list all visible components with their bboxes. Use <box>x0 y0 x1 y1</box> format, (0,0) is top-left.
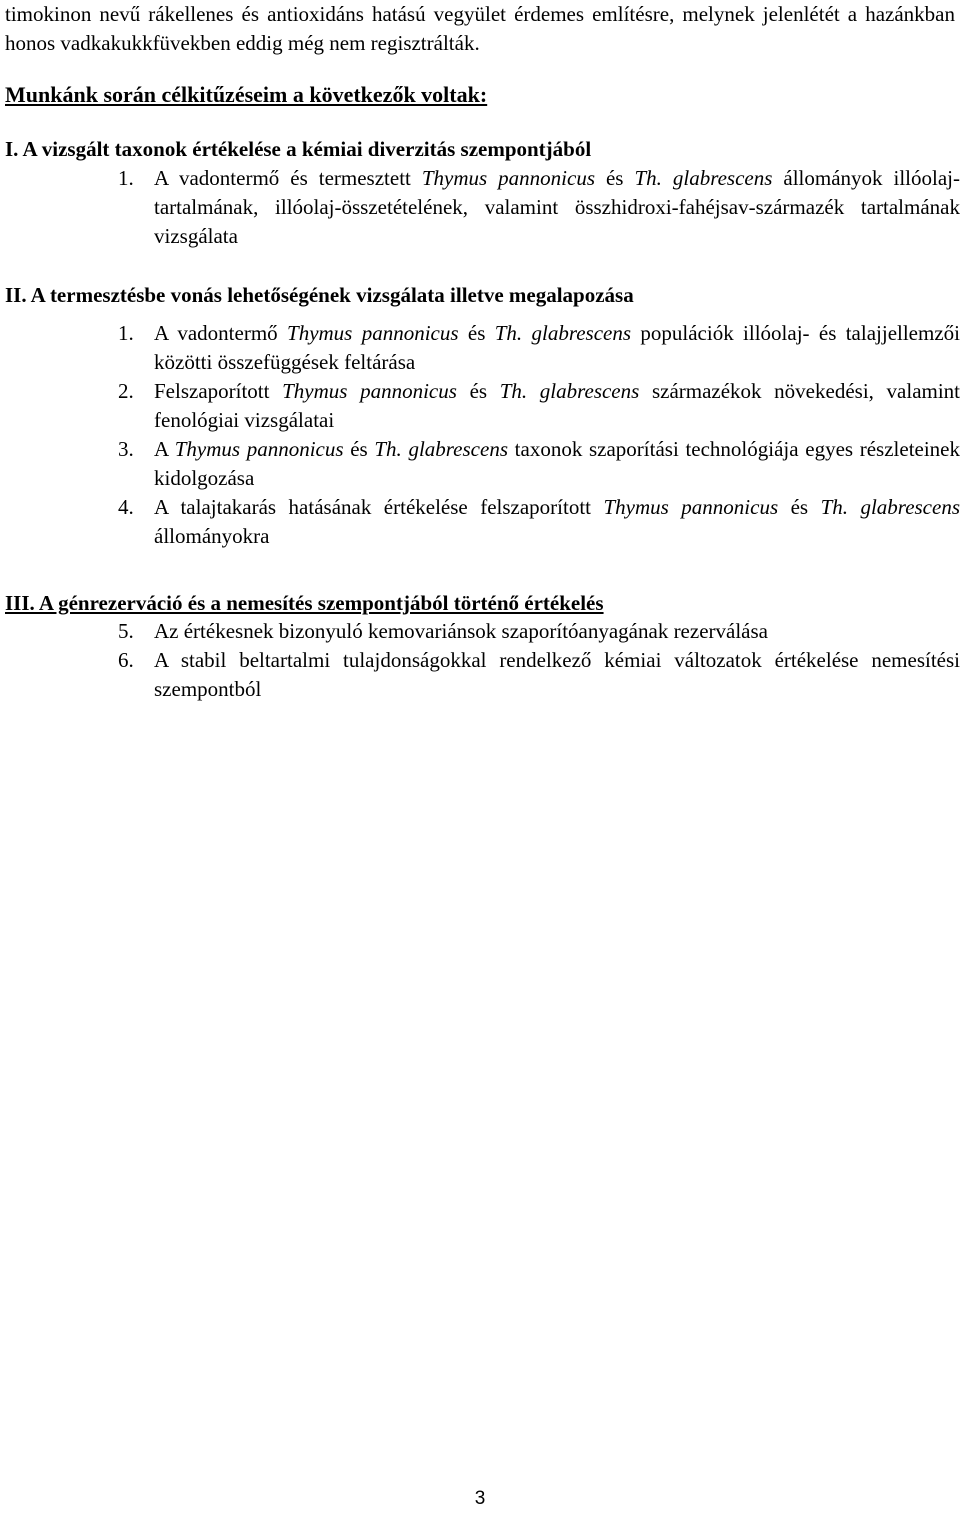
list-item <box>118 164 960 251</box>
species-name: Th. glabrescens <box>374 437 508 461</box>
list-item <box>118 646 960 704</box>
section-heading-1: I. A vizsgált taxonok értékelése a kémiai diverzitás szempontjából <box>5 137 592 161</box>
species-name: Th. glabrescens <box>820 495 960 519</box>
item-text: A vadontermő Thymus pannonicus és Th. glabrescens populációk illóolaj- és talajjellemzői közötti összefüggések feltárása <box>154 321 960 374</box>
item-number: 5. <box>118 619 134 643</box>
species-name: Th. glabrescens <box>494 321 632 345</box>
section-heading-3: III. A génrezerváció és a nemesítés szempontjából történő értékelés <box>5 591 604 615</box>
list-item <box>118 617 960 646</box>
item-number: 1. <box>118 166 134 190</box>
list-item <box>118 435 960 493</box>
species-name: Th. glabrescens <box>499 379 640 403</box>
species-name: Thymus pannonicus <box>421 166 595 190</box>
item-number: 6. <box>118 648 134 672</box>
list-item <box>118 493 960 551</box>
item-text: A stabil beltartalmi tulajdonságokkal rendelkező kémiai változatok értékelése nemesítési szempontból <box>154 648 960 701</box>
list-item <box>118 377 960 435</box>
item-text: Felszaporított Thymus pannonicus és Th. glabrescens származékok növekedési, valamint fenológiai vizsgálatai <box>154 379 960 432</box>
intro-paragraph: timokinon nevű rákellenes és antioxidáns hatású vegyület érdemes említésre, melynek jelenlétét a hazánkban honos vadkakukkfüvekben eddig még nem regisztrálták. <box>5 2 955 55</box>
item-text: A vadontermő és termesztett Thymus pannonicus és Th. glabrescens állományok illóolaj-tartalmának, illóolaj-összetételének, valamint összhidroxi-fahéjsav-származék tartalmának vizsgálata <box>154 166 960 248</box>
item-text: Az értékesnek bizonyuló kemovariánsok szaporítóanyagának rezerválása <box>154 619 768 643</box>
species-name: Th. glabrescens <box>634 166 773 190</box>
item-number: 3. <box>118 437 134 461</box>
species-name: Thymus pannonicus <box>282 379 457 403</box>
item-number: 4. <box>118 495 134 519</box>
goals-title: Munkánk során célkitűzéseim a következők voltak: <box>5 82 488 107</box>
species-name: Thymus pannonicus <box>174 437 344 461</box>
list-item <box>118 319 960 377</box>
item-number: 1. <box>118 321 134 345</box>
item-number: 2. <box>118 379 134 403</box>
section-heading-2: II. A termesztésbe vonás lehetőségének vizsgálata illetve megalapozása <box>5 283 634 307</box>
species-name: Thymus pannonicus <box>287 321 459 345</box>
page-number: 3 <box>474 1488 486 1509</box>
item-text: A talajtakarás hatásának értékelése felszaporított Thymus pannonicus és Th. glabrescens állományokra <box>154 495 960 548</box>
item-text: A Thymus pannonicus és Th. glabrescens taxonok szaporítási technológiája egyes részleteinek kidolgozása <box>154 437 960 490</box>
species-name: Thymus pannonicus <box>603 495 779 519</box>
